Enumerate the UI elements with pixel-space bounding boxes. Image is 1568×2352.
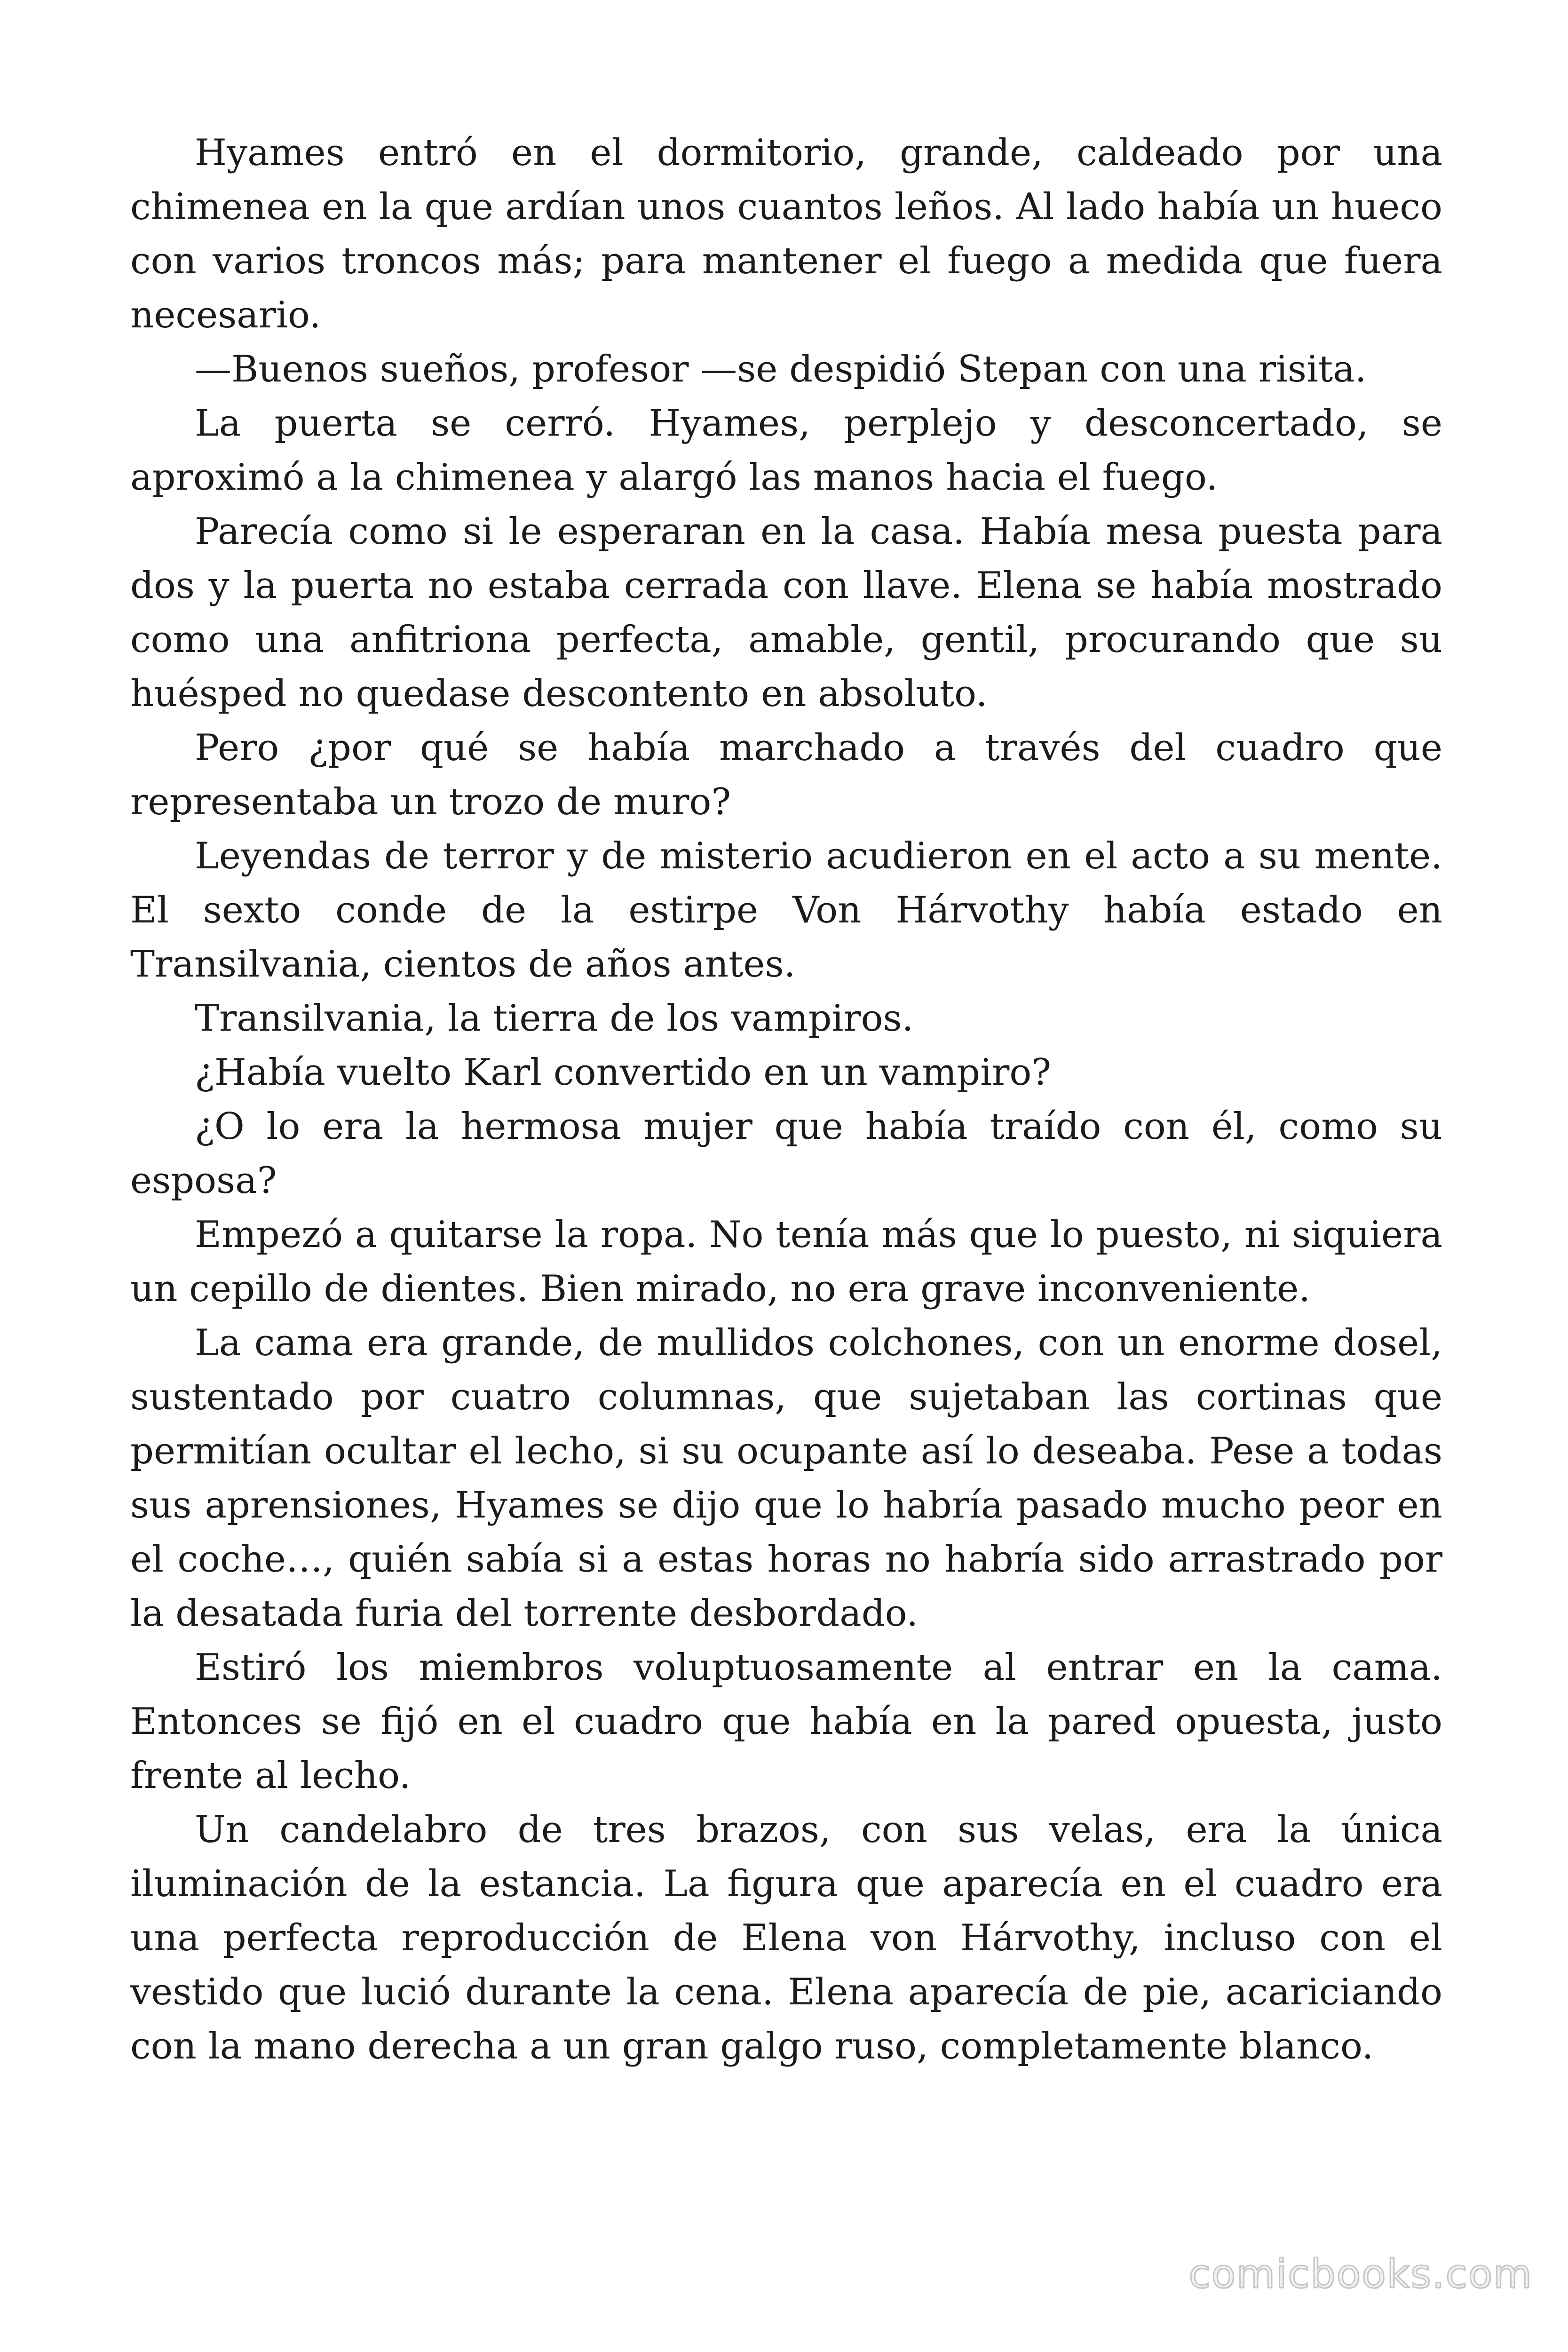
paragraph: Transilvania, la tierra de los vampiros. — [195, 997, 914, 1040]
paragraph: Empezó a quitarse la ropa. No tenía más que lo puesto, ni siquiera un cepillo de dientes. Bien mirado, no era grave inconveniente. — [130, 1214, 1442, 1310]
watermark: comicbooks.com — [1188, 2251, 1533, 2297]
paragraph: Parecía como si le esperaran en la casa. Había mesa puesta para dos y la puerta no estaba cerrada con llave. Elena se había mostrado como una anfitriona perfecta, amable, gentil, procurando que su huésped no quedase descontento en absoluto. — [130, 510, 1442, 715]
paragraph: ¿O lo era la hermosa mujer que había traído con él, como su esposa? — [130, 1105, 1442, 1202]
paragraph: Estiró los miembros voluptuosamente al entrar en la cama. Entonces se fijó en el cuadro que había en la pared opuesta, justo frente al lecho. — [130, 1646, 1442, 1797]
paragraph: ¿Había vuelto Karl convertido en un vampiro? — [195, 1051, 1052, 1094]
paragraph: Pero ¿por qué se había marchado a través del cuadro que representaba un trozo de muro? — [130, 727, 1442, 823]
paragraph: La cama era grande, de mullidos colchones, con un enorme dosel, sustentado por cuatro columnas, que sujetaban las cortinas que permitían ocultar el lecho, si su ocupante así lo deseaba. Pese a todas sus aprensiones, Hyames se dijo que lo habría pasado mucho peor en el coche…, quién sabía si a estas horas no habría sido arrastrado por la desatada furia del torrente desbordado. — [130, 1322, 1442, 1635]
paragraph: Un candelabro de tres brazos, con sus velas, era la única iluminación de la estancia. La figura que aparecía en el cuadro era una perfecta reproducción de Elena von Hárvothy, incluso con el vestido que lució durante la cena. Elena aparecía de pie, acariciando con la mano derecha a un gran galgo ruso, completamente blanco. — [130, 1809, 1442, 2067]
paragraph: Leyendas de terror y de misterio acudieron en el acto a su mente. El sexto conde de la estirpe Von Hárvothy había estado en Transilvania, cientos de años antes. — [130, 835, 1442, 985]
paragraph: La puerta se cerró. Hyames, perplejo y desconcertado, se aproximó a la chimenea y alargó las manos hacia el fuego. — [130, 402, 1442, 499]
body-text — [130, 126, 1442, 2074]
paragraph: —Buenos sueños, profesor —se despidió Stepan con una risita. — [195, 348, 1367, 390]
paragraph: Hyames entró en el dormitorio, grande, caldeado por una chimenea en la que ardían unos cuantos leños. Al lado había un hueco con varios troncos más; para mantener el fuego a medida que fuera necesario. — [130, 132, 1442, 336]
